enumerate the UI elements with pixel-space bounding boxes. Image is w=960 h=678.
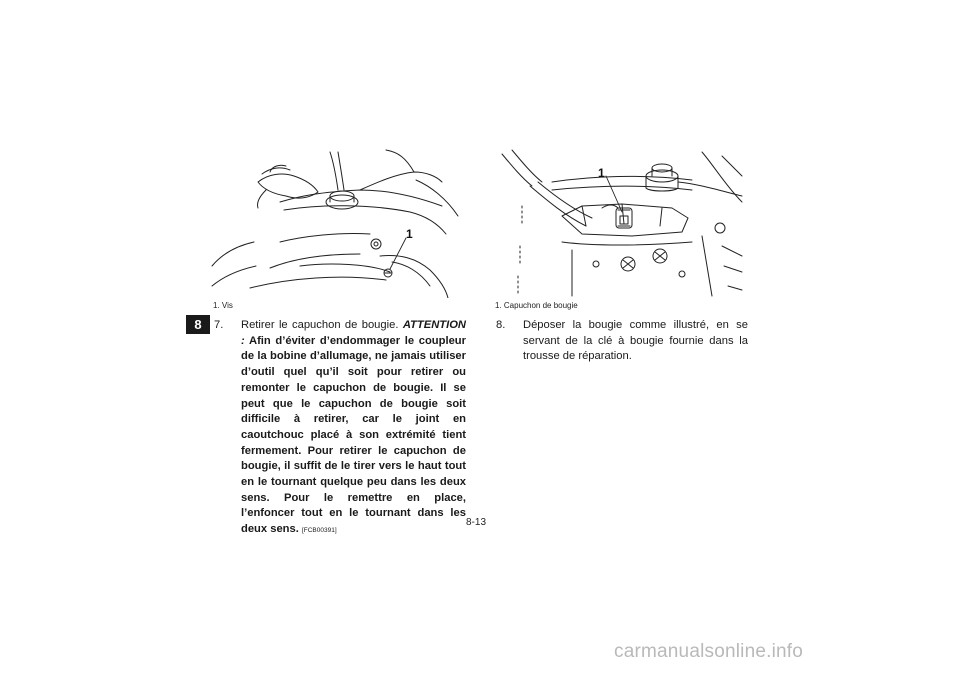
figure-screw: [210, 146, 466, 298]
watermark: carmanualsonline.info: [614, 641, 804, 662]
figure-callout: 1: [406, 227, 413, 241]
attention-label: ATTENTION :: [241, 319, 466, 347]
step-7: [214, 318, 466, 539]
figure-caption: 1. Capuchon de bougie: [495, 301, 578, 310]
step-body: [241, 318, 466, 539]
attention-warning: Afin d’éviter d’endommager le coupleur de la bobine d’allumage, ne jamais utiliser d’outil quel qu’il soit pour retirer ou remonter le capuchon de bougie. Il se peut que le capuchon de bougie soit difficile à retirer, car le joint en caoutchouc placé à son extrémité tient fermement. Pour retirer le capuchon de bougie, il suffit de le tirer vers le haut tout en le tournant quelque peu dans les deux sens. Pour le remettre en place, l’enfoncer tout en le tournant dans les deux sens.: [241, 334, 466, 536]
step-number: 7.: [214, 319, 224, 331]
figure-spark-plug-cap: [492, 146, 748, 298]
figure-callout: 1: [598, 166, 605, 180]
step-8: [496, 318, 748, 365]
step-body: Déposer la bougie comme illustré, en se servant de la clé à bougie fournie dans la trousse de réparation.: [523, 319, 748, 363]
warning-code: [FCB00391]: [301, 527, 337, 535]
chapter-tab: 8: [186, 315, 210, 334]
illustration-screw: [210, 146, 466, 298]
page-number: 8-13: [466, 517, 487, 528]
illustration-spark-plug-cap: [492, 146, 748, 298]
figure-caption: 1. Vis: [213, 301, 233, 310]
step-number: 8.: [496, 319, 506, 331]
step-intro: Retirer le capuchon de bougie.: [241, 319, 403, 331]
